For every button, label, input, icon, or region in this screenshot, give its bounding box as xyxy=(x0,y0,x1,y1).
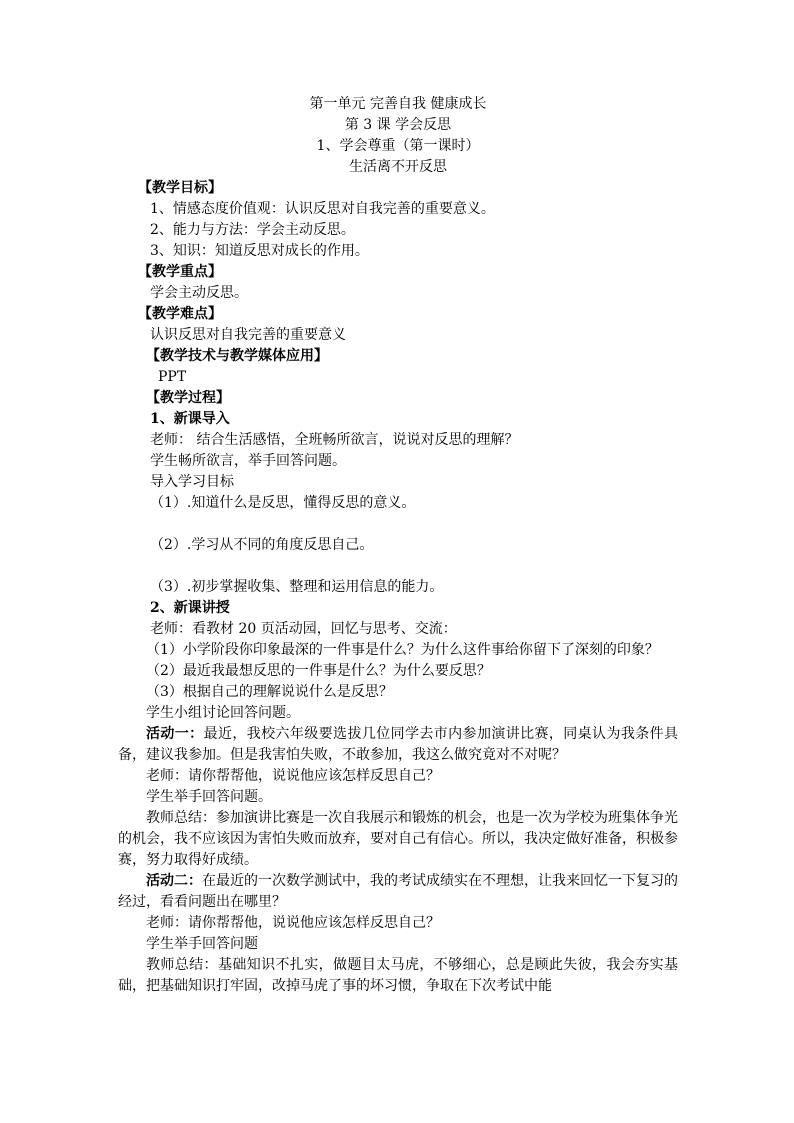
section1-goal: （2）.学习从不同的角度反思自己。 xyxy=(150,537,374,553)
activity-one-label: 活动一： xyxy=(146,726,204,742)
section1-goal-intro: 导入学习目标 xyxy=(150,474,234,490)
goal-item: 1、情感态度价值观：认识反思对自我完善的重要意义。 xyxy=(150,201,495,217)
media-heading: 【教学技术与教学媒体应用】 xyxy=(146,348,328,364)
section2-question: （2）最近我最想反思的一件事是什么？为什么要反思？ xyxy=(146,663,491,679)
section-title: 1、学会尊重（第一课时） xyxy=(316,138,480,154)
activity-two xyxy=(118,871,678,913)
section2-student: 学生小组讨论回答问题。 xyxy=(146,705,300,721)
teacher-summary-two: 教师总结：基础知识不扎实，做题目太马虎，不够细心，总是顾此失彼，我会夯实基础，把基础知识打牢固，改掉马虎了事的坏习惯，争取在下次考试中能 xyxy=(118,957,678,994)
difficulty-heading: 【教学难点】 xyxy=(138,306,222,322)
activity-two-text: 在最近的一次数学测试中，我的考试成绩实在不理想，让我来回忆一下复习的经过，看看问题出在哪里？ xyxy=(118,873,678,910)
section2-question: （3）根据自己的理解说说什么是反思？ xyxy=(146,684,393,700)
media-text: PPT xyxy=(158,369,187,385)
process-heading: 【教学过程】 xyxy=(146,390,230,406)
key-text: 学会主动反思。 xyxy=(150,285,248,301)
activity-two-student: 学生举手回答问题 xyxy=(146,936,258,952)
goal-item: 2、能力与方法：学会主动反思。 xyxy=(150,222,355,238)
goal-item: 3、知识：知道反思对成长的作用。 xyxy=(150,243,369,259)
topic-title: 生活离不开反思 xyxy=(349,159,447,175)
unit-title: 第一单元 完善自我 健康成长 xyxy=(309,96,487,112)
activity-one-text: 最近，我校六年级要选拔几位同学去市内参加演讲比赛，同桌认为我条件具备，建议我参加。但是我害怕失败，不敢参加，我这么做究竟对不对呢？ xyxy=(118,726,679,763)
section1-teacher: 老师： 结合生活感悟，全班畅所欲言，说说对反思的理解？ xyxy=(150,432,519,448)
section1-student: 学生畅所欲言，举手回答问题。 xyxy=(150,453,346,469)
activity-one xyxy=(118,724,678,766)
activity-one-student: 学生举手回答问题。 xyxy=(146,789,272,805)
activity-two-teacher: 老师：请你帮帮他，说说他应该怎样反思自己？ xyxy=(146,915,440,931)
section1-goal: （3）.初步掌握收集、整理和运用信息的能力。 xyxy=(150,579,444,595)
teacher-summary-one: 教师总结：参加演讲比赛是一次自我展示和锻炼的机会，也是一次为学校为班集体争光的机会，我不应该因为害怕失败而放弃，要对自己有信心。所以，我决定做好准备，积极参赛，努力取得好成绩。 xyxy=(118,810,678,868)
section1-goal: （1）.知道什么是反思，懂得反思的意义。 xyxy=(150,495,416,511)
document-page xyxy=(118,94,678,997)
section2-teacher: 老师：看教材 20 页活动园，回忆与思考、交流： xyxy=(150,621,457,637)
section2-title: 2、新课讲授 xyxy=(150,600,230,616)
activity-one-teacher: 老师：请你帮帮他，说说他应该怎样反思自己？ xyxy=(146,768,440,784)
key-heading: 【教学重点】 xyxy=(138,264,222,280)
section2-question: （1）小学阶段你印象最深的一件事是什么？为什么这件事给你留下了深刻的印象？ xyxy=(146,642,659,658)
goals-heading: 【教学目标】 xyxy=(138,180,222,196)
section1-title: 1、新课导入 xyxy=(150,411,230,427)
activity-two-label: 活动二： xyxy=(146,873,202,889)
difficulty-text: 认识反思对自我完善的重要意义 xyxy=(150,327,346,343)
lesson-title: 第 3 课 学会反思 xyxy=(344,117,452,133)
